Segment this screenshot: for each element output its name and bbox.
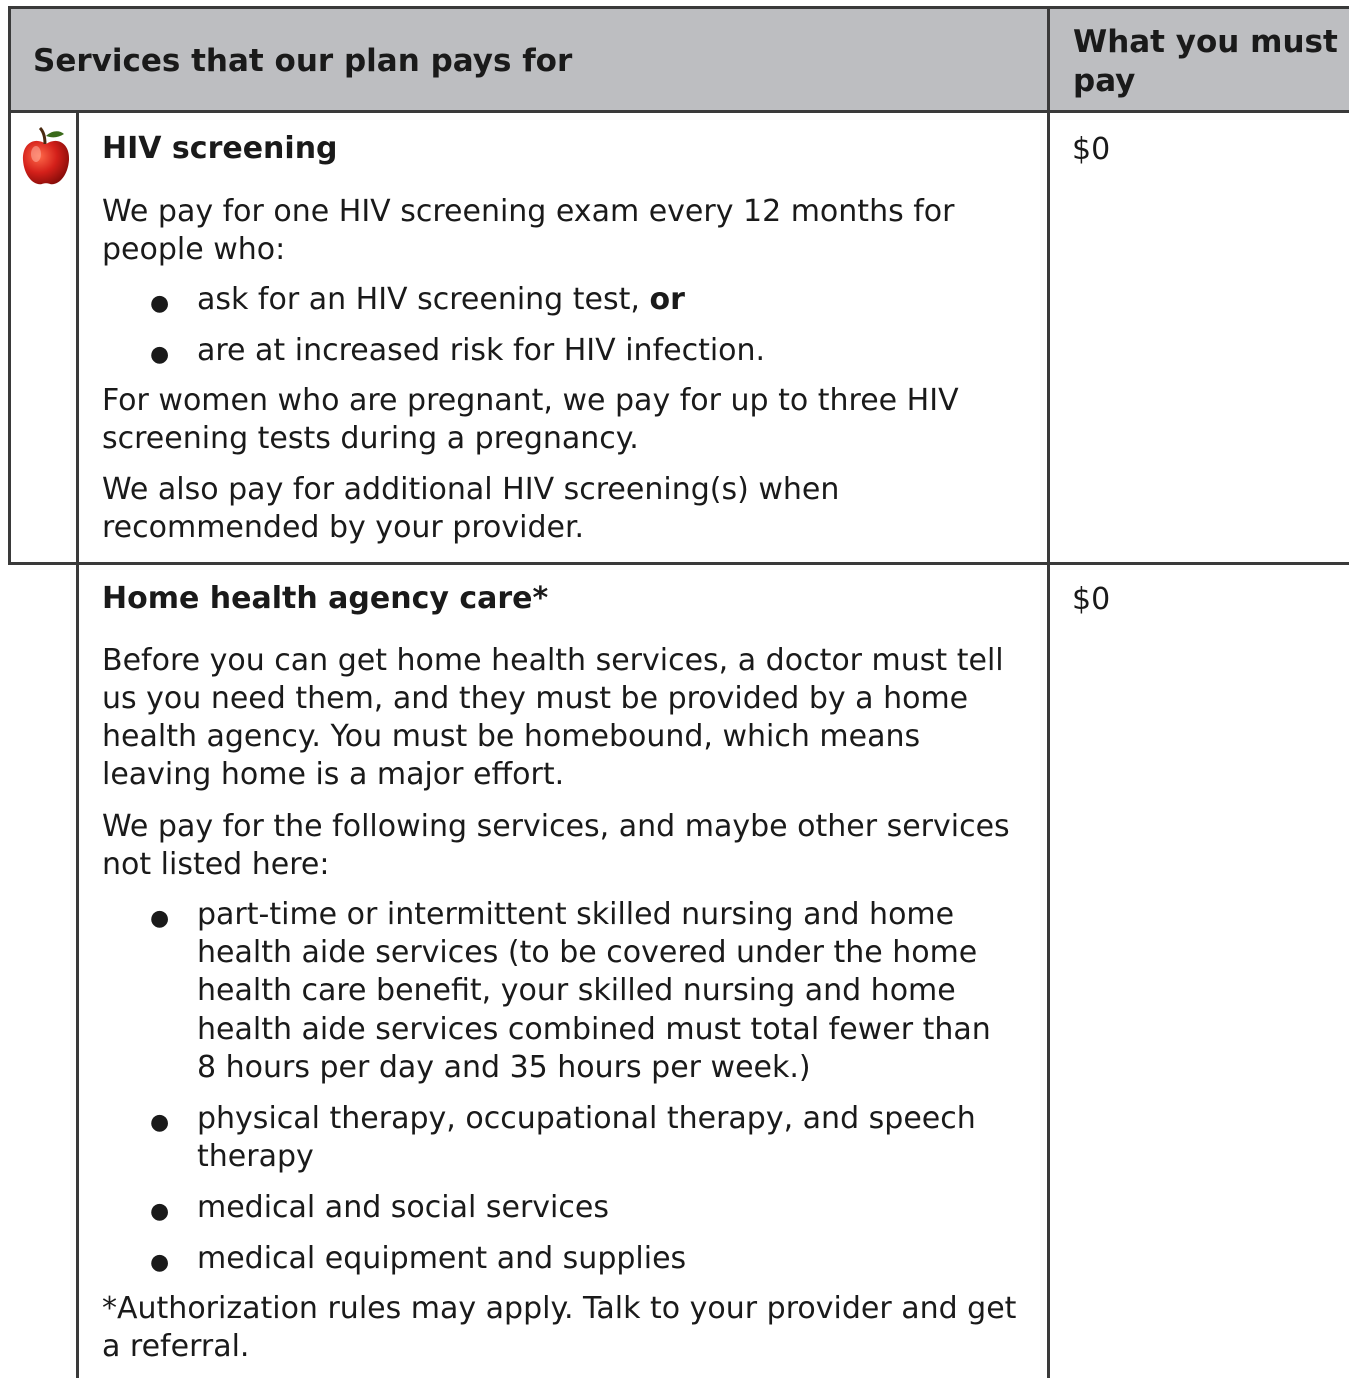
bullet-text: medical equipment and supplies	[197, 1241, 687, 1276]
bullet-icon: ●	[150, 291, 170, 316]
pay-amount: $0	[1072, 132, 1111, 167]
bullet-text-main: ask for an HIV screening test,	[197, 282, 650, 317]
bullet-text-bold: or	[649, 282, 685, 317]
row-intro: health agency. You must be homebound, which means	[102, 719, 921, 754]
row-intro: us you need them, and they must be provided by a home	[102, 681, 969, 716]
authorization-note: *Authorization rules may apply. Talk to your provider and get	[102, 1291, 1017, 1326]
bullet-text: are at increased risk for HIV infection.	[197, 333, 766, 368]
pay-column-divider	[1047, 6, 1050, 1378]
pay-amount: $0	[1072, 582, 1111, 617]
bullet-text: health aide services combined must total fewer than	[197, 1012, 991, 1047]
row-intro: Before you can get home health services, a doctor must tell	[102, 643, 1004, 678]
bullet-text: medical and social services	[197, 1190, 609, 1225]
bullet-icon: ●	[150, 342, 170, 367]
row-title-home-health: Home health agency care*	[102, 581, 549, 616]
bullet-text: health aide services (to be covered under the home	[197, 935, 978, 970]
bullet-text: therapy	[197, 1139, 314, 1174]
row-intro: leaving home is a major effort.	[102, 757, 565, 792]
icon-column-divider	[76, 113, 79, 1378]
row-paragraph: For women who are pregnant, we pay for up to three HIV	[102, 383, 959, 418]
bullet-text: 8 hours per day and 35 hours per week.)	[197, 1050, 811, 1085]
pay-header-line: What you must	[1073, 24, 1338, 60]
row-paragraph: not listed here:	[102, 847, 330, 882]
row-intro: people who:	[102, 232, 286, 267]
row-paragraph: We pay for the following services, and maybe other services	[102, 809, 1010, 844]
bullet-icon: ●	[150, 1110, 170, 1135]
row-paragraph: We also pay for additional HIV screening(s) when	[102, 472, 840, 507]
bullet-text: physical therapy, occupational therapy, and speech	[197, 1101, 976, 1136]
row-paragraph: screening tests during a pregnancy.	[102, 421, 639, 456]
row-divider	[8, 562, 1349, 565]
bullet-icon: ●	[150, 1199, 170, 1224]
services-column-header: Services that our plan pays for	[33, 43, 573, 79]
pay-header-line: pay	[1073, 63, 1136, 99]
authorization-note: a referral.	[102, 1329, 250, 1364]
row-intro: We pay for one HIV screening exam every 12 months for	[102, 194, 955, 229]
pay-column-header	[1073, 23, 1343, 101]
bullet-text: part-time or intermittent skilled nursing and home	[197, 897, 955, 932]
row-paragraph: recommended by your provider.	[102, 510, 585, 545]
bullet-text	[197, 281, 685, 319]
apple-icon	[20, 124, 72, 188]
row-title-hiv: HIV screening	[102, 131, 338, 166]
bullet-icon: ●	[150, 906, 170, 931]
table-header	[8, 6, 1349, 113]
left-border	[8, 6, 11, 562]
bullet-icon: ●	[150, 1250, 170, 1275]
bullet-text: health care benefit, your skilled nursing and home	[197, 973, 956, 1008]
